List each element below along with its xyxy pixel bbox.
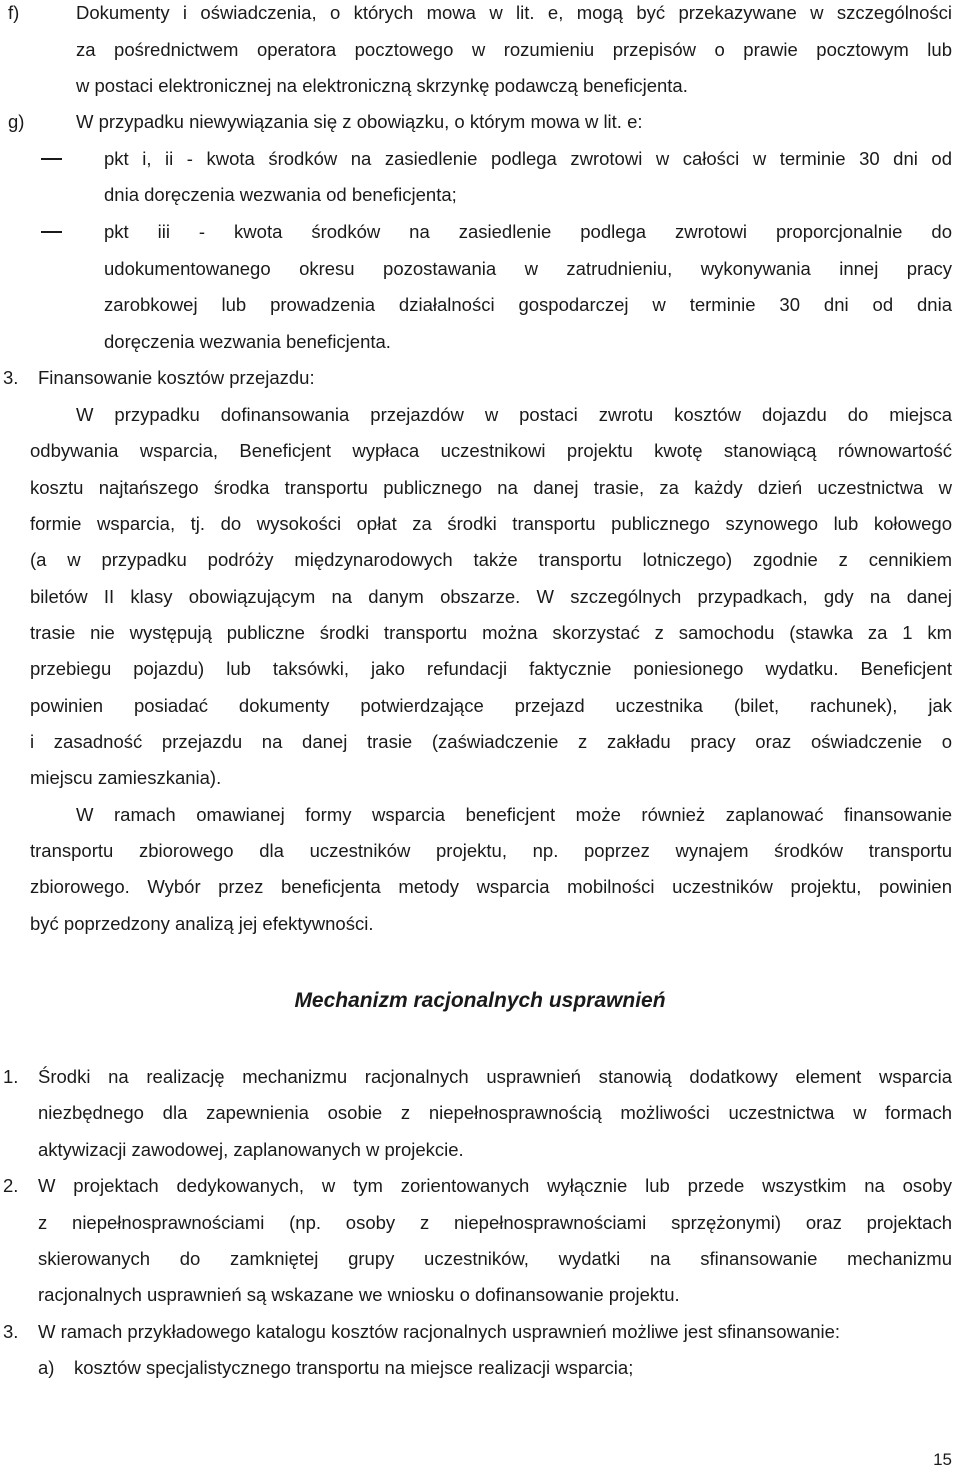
text-line: odbywania wsparcia, Beneficjent wypłaca uczestnikowi projektu kwotę stanowiącą równowartość xyxy=(30,440,952,461)
text-line: powinien posiadać dokumenty potwierdzające przejazd uczestnika (bilet, rachunek), jak xyxy=(30,695,952,716)
text-line: niezbędnego dla zapewnienia osobie z niepełnosprawnością możliwości uczestnictwa w formach xyxy=(38,1102,952,1123)
text-line: aktywizacji zawodowej, zaplanowanych w projekcie. xyxy=(38,1139,464,1160)
text-line: formie wsparcia, tj. do wysokości opłat za środki transportu publicznego szynowego lub kołowego xyxy=(30,513,952,534)
text-line: miejscu zamieszkania). xyxy=(30,767,222,788)
text-line: udokumentowanego okresu pozostawania w zatrudnieniu, wykonywania innej pracy xyxy=(104,258,952,279)
text-line: (a w przypadku podróży międzynarodowych także transportu lotniczego) zgodnie z cennikiem xyxy=(30,549,952,570)
text-line: W ramach omawianej formy wsparcia beneficjent może również zaplanować finansowanie xyxy=(76,804,952,825)
text-line: W przypadku niewywiązania się z obowiązku, o którym mowa w lit. e: xyxy=(76,111,643,132)
list-marker-a: a) xyxy=(38,1357,55,1378)
list-marker-g: g) xyxy=(8,111,25,132)
text-line: zarobkowej lub prowadzenia działalności gospodarczej w terminie 30 dni od dnia xyxy=(104,294,952,315)
list-marker-f: f) xyxy=(8,2,20,23)
section-number: 3. xyxy=(3,367,19,388)
text-line: przebiegu pojazdu) lub taksówki, jako refundacji faktycznie poniesionego wydatku. Beneficjent xyxy=(30,658,952,679)
page-number: 15 xyxy=(933,1450,952,1469)
text-line: być poprzedzony analizą jej efektywności. xyxy=(30,913,374,934)
text-line: kosztów specjalistycznego transportu na miejsce realizacji wsparcia; xyxy=(74,1357,634,1378)
text-line: Dokumenty i oświadczenia, o których mowa w lit. e, mogą być przekazywane w szczególności xyxy=(76,2,952,23)
section-heading: Mechanizm racjonalnych usprawnień xyxy=(294,989,666,1012)
text-line: skierowanych do zamkniętej grupy uczestników, wydatki na sfinansowanie mechanizmu xyxy=(38,1248,952,1269)
text-line: racjonalnych usprawnień są wskazane we wniosku o dofinansowanie projektu. xyxy=(38,1284,680,1305)
text-line: W projektach dedykowanych, w tym zorientowanych wyłącznie lub przede wszystkim na osoby xyxy=(38,1175,952,1196)
text-line: doręczenia wezwania beneficjenta. xyxy=(104,331,391,352)
list-number: 1. xyxy=(3,1066,19,1087)
text-line: i zasadność przejazdu na danej trasie (zaświadczenie z zakładu pracy oraz oświadczenie o xyxy=(30,731,952,752)
text-line: Środki na realizację mechanizmu racjonalnych usprawnień stanowią dodatkowy element wsparcia xyxy=(38,1066,952,1087)
text-line: trasie nie występują publiczne środki transportu można skorzystać z samochodu (stawka za 1 km xyxy=(30,622,952,643)
text-line: z niepełnosprawnościami (np. osoby z niepełnosprawnościami sprzężonymi) oraz projektach xyxy=(38,1212,952,1233)
text-line: biletów II klasy obowiązującym na danym obszarze. W szczególnych przypadkach, gdy na danej xyxy=(30,586,952,607)
text-line: dnia doręczenia wezwania od beneficjenta; xyxy=(104,184,457,205)
text-line: pkt i, ii - kwota środków na zasiedlenie podlega zwrotowi w całości w terminie 30 dni od xyxy=(104,148,952,169)
text-line: W przypadku dofinansowania przejazdów w postaci zwrotu kosztów dojazdu do miejsca xyxy=(76,404,952,425)
text-line: transportu zbiorowego dla uczestników projektu, np. poprzez wynajem środków transportu xyxy=(30,840,952,861)
text-line: w postaci elektronicznej na elektroniczną skrzynkę podawczą beneficjenta. xyxy=(76,75,688,96)
text-line: W ramach przykładowego katalogu kosztów racjonalnych usprawnień możliwe jest sfinansowanie: xyxy=(38,1321,841,1342)
section-title: Finansowanie kosztów przejazdu: xyxy=(38,367,315,388)
text-line: zbiorowego. Wybór przez beneficjenta metody wsparcia mobilności uczestników projektu, powinien xyxy=(30,876,952,897)
text-line: kosztu najtańszego środka transportu publicznego na danej trasie, za każdy dzień uczestnictwa w xyxy=(30,477,952,498)
text-line: pkt iii - kwota środków na zasiedlenie podlega zwrotowi proporcjonalnie do xyxy=(104,221,952,242)
dash-bullet-icon xyxy=(41,158,62,160)
list-number: 2. xyxy=(3,1175,19,1196)
dash-bullet-icon xyxy=(41,231,62,233)
text-line: za pośrednictwem operatora pocztowego w rozumieniu przepisów o prawie pocztowym lub xyxy=(76,39,952,60)
list-number: 3. xyxy=(3,1321,19,1342)
